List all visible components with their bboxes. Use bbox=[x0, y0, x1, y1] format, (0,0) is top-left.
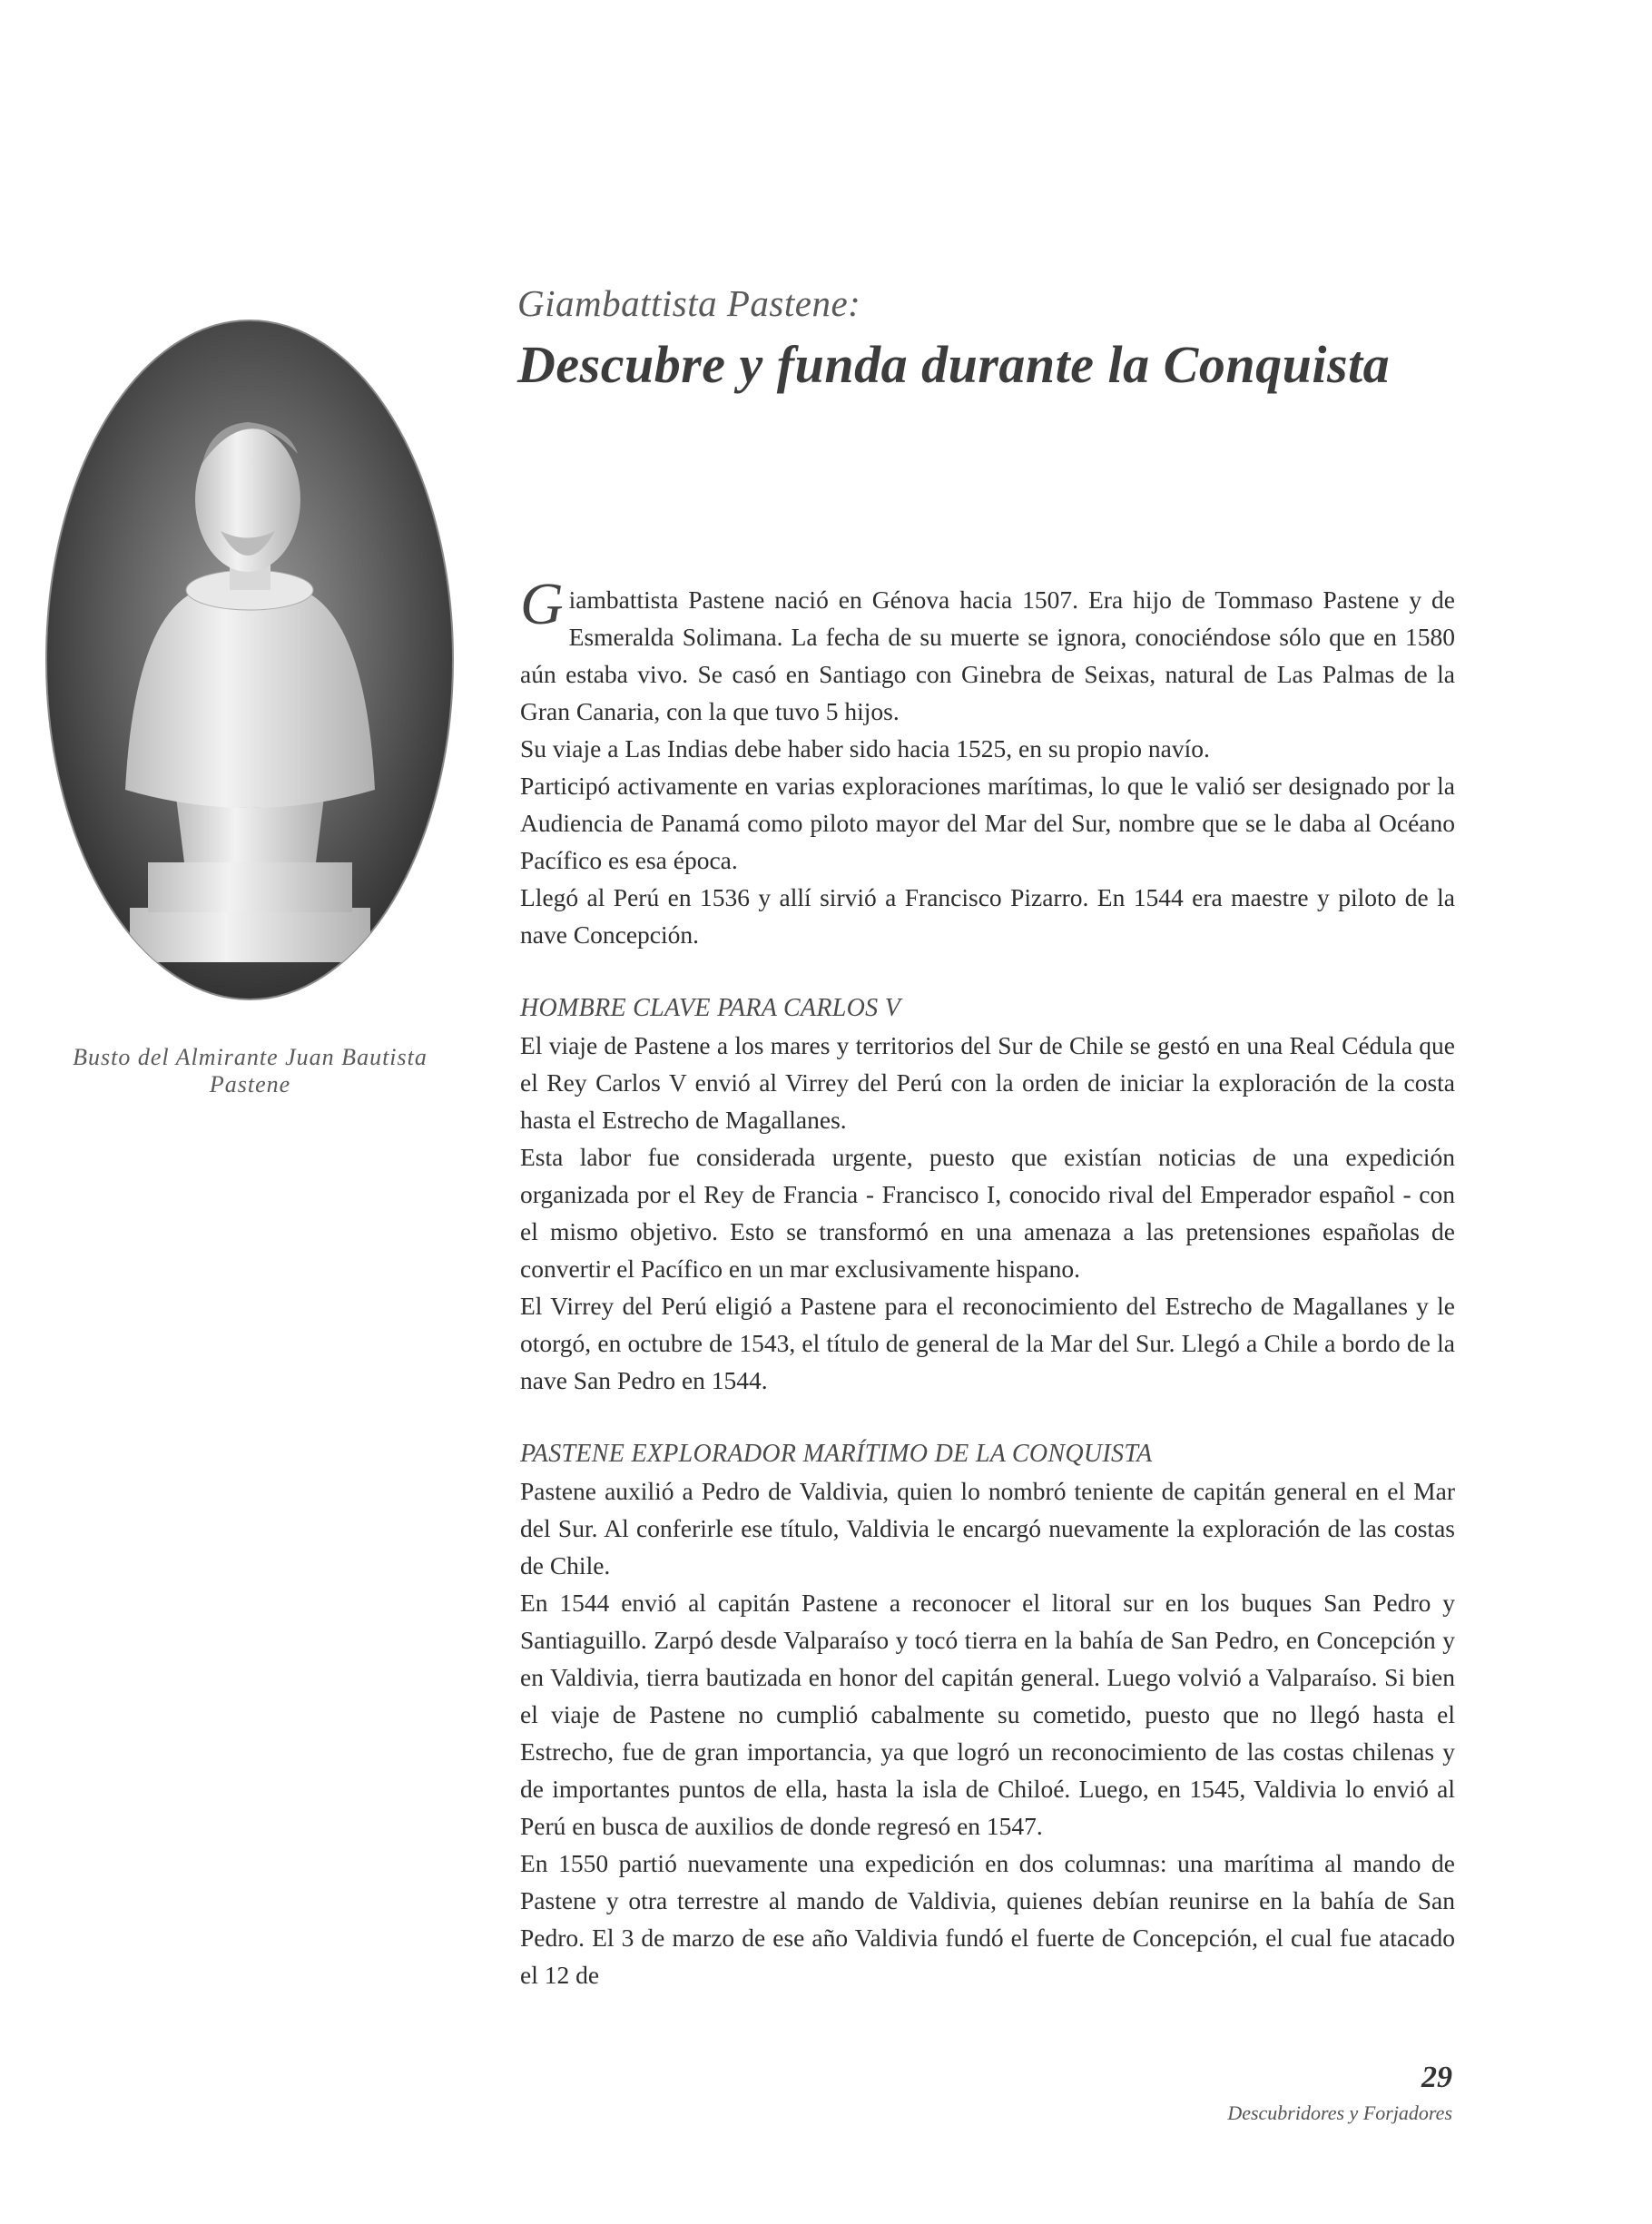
body-paragraph: Pastene auxilió a Pedro de Valdivia, quien lo nombró teniente de capitán general en el Mar del Sur. Al conferirle ese título, Valdivia le encargó nuevamente la exploración de las costas de Chile. bbox=[520, 1477, 1455, 1579]
body-paragraph: El viaje de Pastene a los mares y territorios del Sur de Chile se gestó en una Real Cédula que el Rey Carlos V envió al Virrey del Perú con la orden de iniciar la exploración de la costa hasta el Estrecho de Magallanes. bbox=[520, 1031, 1455, 1134]
article-subtitle: Giambattista Pastene: bbox=[517, 282, 861, 324]
body-paragraph: En 1544 envió al capitán Pastene a reconocer el litoral sur en los buques San Pedro y Santiaguillo. Zarpó desde Valparaíso y tocó tierra en la bahía de San Pedro, en Concepción y en Valdivia, tierra bautizada en honor del capitán general. Luego volvió a Valparaíso. Si bien el viaje de Pastene no cumplió cabalmente su cometido, puesto que no llegó hasta el Estrecho, fue de gran importancia, ya que logró un reconocimiento de las costas chilenas y de importantes puntos de ella, hasta la isla de Chiloé. Luego, en 1545, Valdivia lo envió al Perú en busca de auxilios de donde regresó en 1547. bbox=[520, 1589, 1455, 1840]
body-paragraph: El Virrey del Perú eligió a Pastene para el reconocimiento del Estrecho de Magallanes y le otorgó, en octubre de 1543, el título de general de la Mar del Sur. Llegó a Chile a bordo de la nave San Pedro en 1544. bbox=[520, 1292, 1455, 1394]
article-body bbox=[520, 571, 1455, 1993]
body-paragraph: En 1550 partió nuevamente una expedición en dos columnas: una marítima al mando de Pastene y otra terrestre al mando de Valdivia, quienes debían reunirse en la bahía de San Pedro. El 3 de marzo de ese año Valdivia fundó el fuerte de Concepción, el cual fue atacado el 12 de bbox=[520, 1849, 1455, 1989]
page-number: 29 bbox=[1421, 2061, 1452, 2094]
section-heading-explorador: PASTENE EXPLORADOR MARÍTIMO DE LA CONQUISTA bbox=[520, 1440, 1153, 1468]
bust-portrait-icon bbox=[44, 318, 457, 1003]
body-paragraph: Llegó al Perú en 1536 y allí sirvió a Francisco Pizarro. En 1544 era maestre y piloto de la nave Concepción. bbox=[520, 883, 1455, 949]
intro-text: iambattista Pastene nació en Génova hacia 1507. Era hijo de Tommaso Pastene y de Esmeralda Solimana. La fecha de su muerte se ignora, conociéndose sólo que en 1580 aún estaba vivo. Se casó en Santiago con Ginebra de Seixas, natural de Las Palmas de la Gran Canaria, con la que tuvo 5 hijos. bbox=[520, 586, 1455, 725]
body-paragraph: Esta labor fue considerada urgente, puesto que existían noticias de una expedición organizada por el Rey de Francia - Francisco I, conocido rival del Emperador español - con el mismo objetivo. Esto se transformó en una amenaza a las pretensiones españolas de convertir el Pacífico en un mar exclusivamente hispano. bbox=[520, 1143, 1455, 1283]
drop-cap: G bbox=[520, 571, 564, 637]
intro-paragraph bbox=[520, 571, 1455, 730]
article-title: Descubre y funda durante la Conquista bbox=[517, 335, 1391, 394]
body-paragraph: Su viaje a Las Indias debe haber sido hacia 1525, en su propio navío. bbox=[520, 734, 1210, 763]
book-title-footer: Descubridores y Forjadores bbox=[1227, 2101, 1452, 2124]
section-heading-carlos-v: HOMBRE CLAVE PARA CARLOS V bbox=[520, 994, 901, 1022]
figure-caption: Busto del Almirante Juan Bautista Pastene bbox=[73, 1044, 428, 1097]
body-paragraph: Participó activamente en varias exploraciones marítimas, lo que le valió ser designado por la Audiencia de Panamá como piloto mayor del Mar del Sur, nombre que se le daba al Océano Pacífico es esa época. bbox=[520, 772, 1455, 874]
